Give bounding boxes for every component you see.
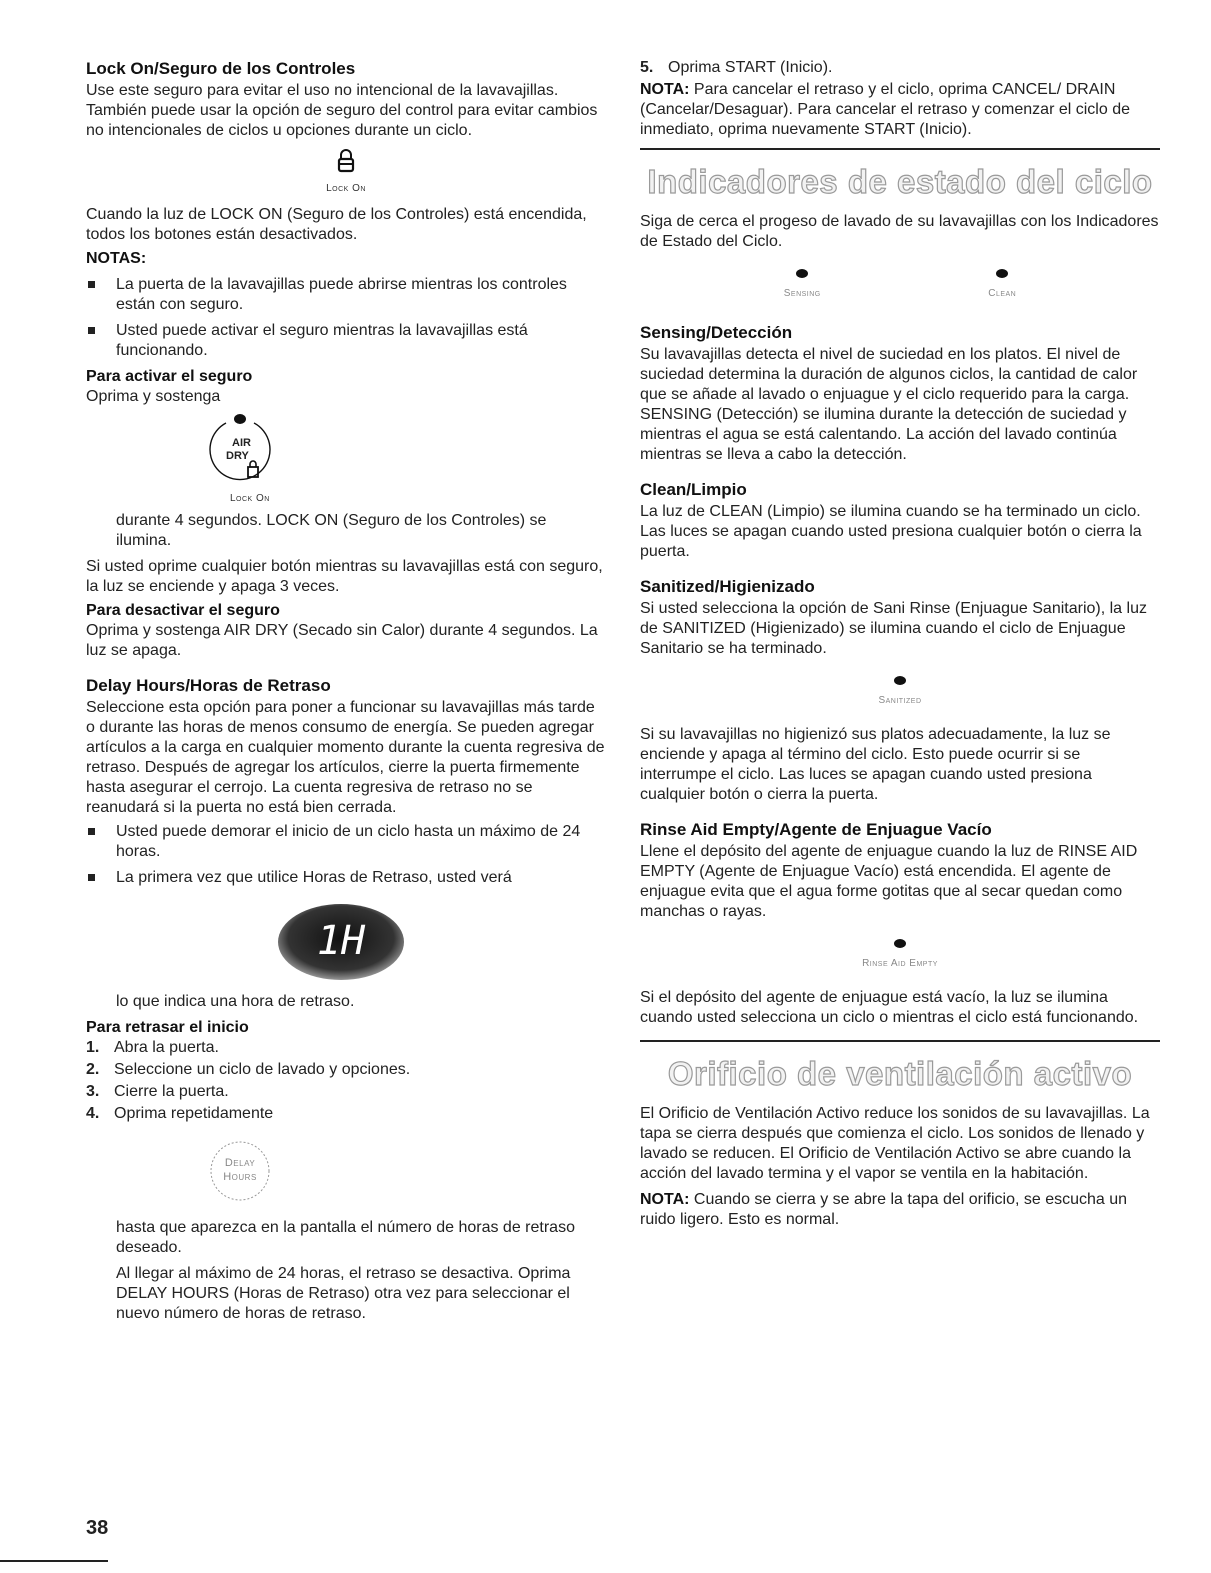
lock-intro: Use este seguro para evitar el uso no intencional de la lavavajillas. También puede usar la opción de seguro del control para evitar cambios no intencionales de ciclos u opciones durante un ciclo. bbox=[86, 82, 598, 139]
sensing-light-icon bbox=[796, 269, 808, 278]
rinse-text: Llene el depósito del agente de enjuague cuando la luz de RINSE AID EMPTY (Agente de Enjuague Vacío) está encendida. El agente de enjuague evita que el agua forme gotitas que al secar quedan como manchas o rayas. bbox=[640, 843, 1138, 920]
activar-after: durante 4 segundos. LOCK ON (Seguro de los Controles) se ilumina. bbox=[116, 512, 547, 549]
status-indicators bbox=[640, 264, 1160, 304]
sensing-indicator bbox=[784, 264, 821, 304]
air-dry-lock-label: Lock On bbox=[230, 493, 270, 504]
rinse-label: Rinse Aid Empty bbox=[862, 958, 938, 969]
section-divider bbox=[640, 1040, 1160, 1042]
clean-label: Clean bbox=[988, 288, 1017, 299]
lock-icon-label: Lock On bbox=[326, 183, 366, 194]
hasta-text: hasta que aparezca en la pantalla el número de horas de retraso deseado. bbox=[116, 1219, 575, 1256]
nota-orificio: NOTA: Cuando se cierra y se abre la tapa del orificio, se escucha un ruido ligero. Esto es normal. bbox=[640, 1191, 1128, 1228]
nota-cancel: NOTA: Para cancelar el retraso y el ciclo, oprima CANCEL/ DRAIN (Cancelar/Desaguar). Para cancelar el retraso y comenzar el ciclo de inmediato, oprima nuevamente START (Inicio). bbox=[640, 81, 1130, 138]
al-llegar-text: Al llegar al máximo de 24 horas, el retraso se desactiva. Oprima DELAY HOURS (Horas de Retraso) otra vez para seleccionar el nuevo número de horas de retraso. bbox=[116, 1265, 571, 1322]
indicadores-title: Indicadores de estado del ciclo bbox=[647, 163, 1153, 200]
nota-item: Usted puede activar el seguro mientras la lavavajillas está funcionando. bbox=[86, 321, 606, 361]
delay-after: lo que indica una hora de retraso. bbox=[116, 993, 355, 1010]
delay-hours-line1: Delay bbox=[224, 1157, 256, 1169]
activar-heading: Para activar el seguro bbox=[86, 368, 253, 385]
clean-heading: Clean/Limpio bbox=[640, 480, 747, 499]
orificio-text: El Orificio de Ventilación Activo reduce los sonidos de su lavavajillas. La tapa se cierra después que comienza el ciclo. Los sonidos de llenado y lavado se reducen. El Orificio de Ventilación Activo se abre cuando la acción del lavado termina y el vapor se ventila en la habitación. bbox=[640, 1105, 1150, 1182]
delay-bullet: La primera vez que utilice Horas de Retraso, usted verá bbox=[86, 868, 606, 888]
sensing-text: Su lavavajillas detecta el nivel de suciedad en los platos. El nivel de suciedad determina la duración de algunos ciclos, la cantidad de calor que se añade al lavado o enjuague y el ciclo requerido para la carga. SENSING (Detección) se ilumina durante la detección de suciedad y mientras el agua se está calentando. La acción del lavado continúa mientras se lleva a cabo la detección. bbox=[640, 346, 1138, 463]
lock-heading: Lock On/Seguro de los Controles bbox=[86, 59, 356, 78]
sanitized-indicator bbox=[640, 671, 1160, 711]
retrasar-heading: Para retrasar el inicio bbox=[86, 1019, 249, 1036]
rinse-indicator bbox=[640, 934, 1160, 974]
clean-indicator bbox=[988, 264, 1016, 304]
desactivar-text: Oprima y sostenga AIR DRY (Secado sin Calor) durante 4 segundos. La luz se apaga. bbox=[86, 622, 598, 659]
right-column bbox=[640, 58, 1160, 1234]
sensing-heading: Sensing/Detección bbox=[640, 323, 793, 342]
lock-icon-figure bbox=[86, 149, 606, 199]
nota-item: La puerta de la lavavajillas puede abrirse mientras los controles están con seguro. bbox=[86, 275, 606, 315]
sanitized-heading: Sanitized/Higienizado bbox=[640, 577, 815, 596]
air-dry-button-figure bbox=[198, 411, 318, 507]
clean-text: La luz de CLEAN (Limpio) se ilumina cuando se ha terminado un ciclo. Las luces se apagan cuando usted presiona cualquier botón o cierra la puerta. bbox=[640, 503, 1142, 560]
air-dry-label-line2: DRY bbox=[226, 450, 249, 462]
page-number: 38 bbox=[86, 1517, 109, 1539]
step-item: 3. Cierre la puerta. bbox=[86, 1083, 229, 1100]
delay-bullet: Usted puede demorar el inicio de un ciclo hasta un máximo de 24 horas. bbox=[86, 822, 606, 862]
notas-label: NOTAS: bbox=[86, 250, 147, 267]
step-item: 2. Seleccione un ciclo de lavado y opciones. bbox=[86, 1061, 411, 1078]
left-column bbox=[86, 58, 606, 1328]
indicadores-intro: Siga de cerca el progeso de lavado de su lavavajillas con los Indicadores de Estado del Ciclo. bbox=[640, 213, 1159, 250]
rinse-after: Si el depósito del agente de enjuague está vacío, la luz se ilumina cuando usted selecciona un ciclo o mientras el ciclo está funcionando. bbox=[640, 989, 1139, 1026]
sanitized-text: Si usted selecciona la opción de Sani Rinse (Enjuague Sanitario), la luz de SANITIZED (Higienizado) se ilumina cuando el ciclo de Enjuague Sanitario se ha terminado. bbox=[640, 600, 1147, 657]
sanitized-after: Si su lavavajillas no higienizó sus platos adecuadamente, la luz se enciende y apaga al término del ciclo. Esto puede ocurrir si se interrumpe el ciclo. Las luces se apagan cuando usted presiona cualquier botón o cierra la puerta. bbox=[640, 726, 1111, 803]
step-item: 1. Abra la puerta. bbox=[86, 1039, 219, 1056]
step-item: 4. Oprima repetidamente bbox=[86, 1105, 274, 1122]
footer-rule bbox=[0, 1560, 108, 1562]
delay-hours-line2: Hours bbox=[223, 1171, 257, 1183]
lock-icon bbox=[336, 149, 356, 173]
delay-display-figure bbox=[276, 902, 406, 982]
step-item: 5. Oprima START (Inicio). bbox=[640, 59, 833, 76]
sanitized-light-icon bbox=[894, 676, 906, 685]
air-dry-label-line1: AIR bbox=[232, 437, 251, 449]
clean-light-icon bbox=[996, 269, 1008, 278]
lock-when: Cuando la luz de LOCK ON (Seguro de los Controles) está encendida, todos los botones están desactivados. bbox=[86, 206, 587, 243]
sensing-label: Sensing bbox=[783, 288, 821, 299]
rinse-heading: Rinse Aid Empty/Agente de Enjuague Vacío bbox=[640, 820, 992, 839]
si-usted-text: Si usted oprime cualquier botón mientras su lavavajillas está con seguro, la luz se enciende y apaga 3 veces. bbox=[86, 558, 603, 595]
rinse-light-icon bbox=[894, 939, 906, 948]
activar-text: Oprima y sostenga bbox=[86, 388, 221, 405]
delay-heading: Delay Hours/Horas de Retraso bbox=[86, 676, 331, 695]
desactivar-heading: Para desactivar el seguro bbox=[86, 602, 280, 619]
section-divider bbox=[640, 148, 1160, 150]
display-readout: 1H bbox=[316, 918, 366, 964]
sanitized-label: Sanitized bbox=[878, 695, 922, 706]
delay-intro: Seleccione esta opción para poner a funcionar su lavavajillas más tarde o durante las horas de menos consumo de energía. Se pueden agregar artículos a la carga en cualquier momento durante la cuenta regresiva de retraso. Después de agregar los artículos, cierre la puerta firmemente hasta asegurar el cerrojo. La cuenta regresiva de retraso no se reanudará si la puerta no está bien cerrada. bbox=[86, 699, 605, 816]
delay-hours-button-figure bbox=[200, 1140, 280, 1202]
orificio-title: Orificio de ventilación activo bbox=[667, 1055, 1133, 1092]
